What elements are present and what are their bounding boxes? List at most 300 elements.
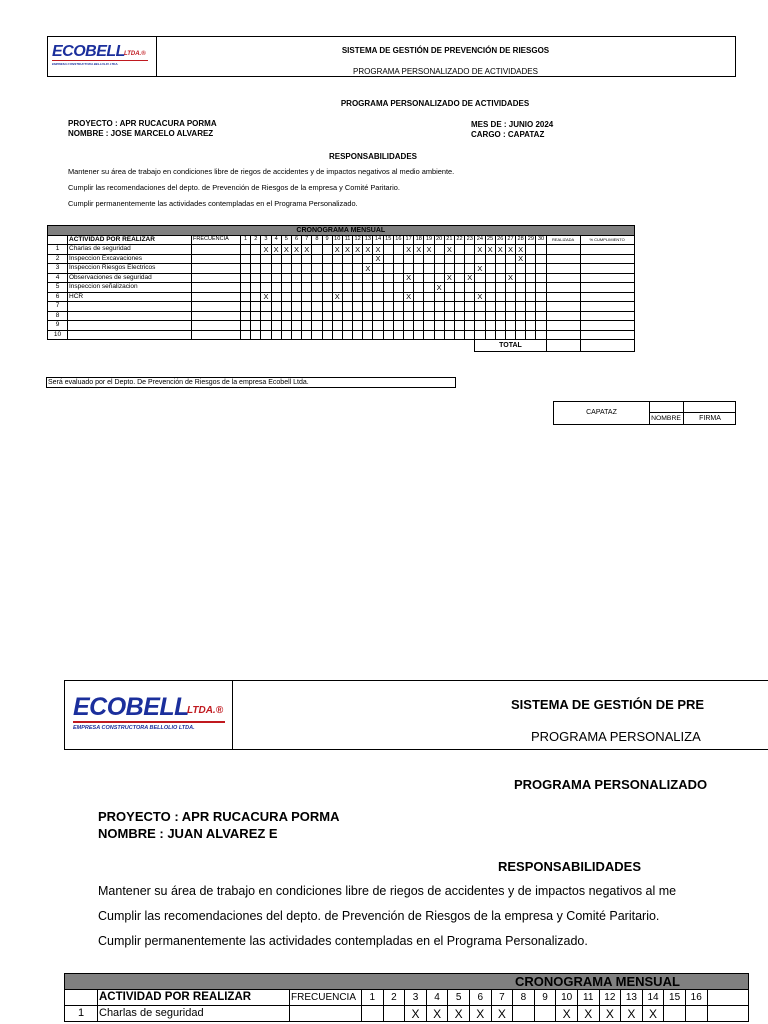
row-frequency: [192, 311, 241, 321]
day-cell: [526, 292, 536, 302]
header-day-2: 8: [513, 990, 535, 1006]
day-mark-2: X: [426, 1006, 448, 1022]
header-box-2: [64, 680, 768, 750]
day-cell: [302, 283, 312, 293]
row-frequency-2: [290, 1006, 362, 1022]
day-cell: [332, 330, 342, 340]
row-number: 3: [48, 264, 68, 274]
header-day: 14: [373, 235, 383, 245]
day-cell: [241, 330, 251, 340]
day-cell: [465, 292, 475, 302]
day-mark: X: [332, 245, 342, 255]
resp-line-2: Cumplir las recomendaciones del depto. de Prevención de Riesgos de la empresa y Comité Paritario.: [68, 183, 400, 192]
day-cell: [373, 273, 383, 283]
table-total-row: [48, 340, 635, 352]
total-spacer: [48, 340, 475, 352]
day-cell: [281, 264, 291, 274]
day-cell: [241, 302, 251, 312]
day-cell: [353, 254, 363, 264]
day-cell: [363, 330, 373, 340]
header-day-2: 10: [556, 990, 578, 1006]
day-cell: [322, 273, 332, 283]
day-cell: [363, 292, 373, 302]
day-cell: [485, 273, 495, 283]
day-cell: [281, 283, 291, 293]
day-cell: [353, 321, 363, 331]
day-mark: X: [495, 245, 505, 255]
day-cell: [342, 330, 352, 340]
table-title-2: [65, 974, 749, 990]
day-mark: X: [373, 245, 383, 255]
header-day: 20: [434, 235, 444, 245]
day-cell: [536, 321, 546, 331]
day-cell: [475, 321, 485, 331]
day-cell: [261, 330, 271, 340]
day-cell: [251, 283, 261, 293]
day-cell: [271, 321, 281, 331]
day-mark: X: [414, 245, 424, 255]
row-cumplimiento: [580, 330, 634, 340]
day-cell-2: [534, 1006, 556, 1022]
table-title-text-2: CRONOGRAMA MENSUAL: [515, 974, 680, 989]
row-number: 1: [48, 245, 68, 255]
day-mark: X: [505, 273, 515, 283]
day-cell: [281, 292, 291, 302]
day-cell: [526, 254, 536, 264]
header-day: 17: [404, 235, 414, 245]
day-cell: [241, 311, 251, 321]
day-cell: [505, 302, 515, 312]
logo-underline: [52, 60, 148, 61]
day-cell: [454, 264, 464, 274]
day-cell: [353, 273, 363, 283]
day-cell: [393, 254, 403, 264]
day-cell: [465, 254, 475, 264]
day-cell: [291, 330, 301, 340]
company-logo-2: [73, 693, 233, 739]
responsabilidades-title: RESPONSABILIDADES: [328, 152, 417, 161]
row-realizada: [546, 321, 580, 331]
header-activity-2: ACTIVIDAD POR REALIZAR: [98, 990, 290, 1006]
day-cell: [465, 302, 475, 312]
row-activity: HCR: [68, 292, 192, 302]
day-cell: [505, 311, 515, 321]
day-mark: X: [485, 245, 495, 255]
day-cell: [434, 264, 444, 274]
day-cell: [414, 273, 424, 283]
day-cell: [485, 321, 495, 331]
day-cell: [404, 254, 414, 264]
day-mark: X: [475, 245, 485, 255]
day-cell: [363, 273, 373, 283]
row-frequency: [192, 330, 241, 340]
day-cell: [261, 283, 271, 293]
table-header-row-2: [65, 990, 749, 1006]
cronograma-table-2: [64, 973, 749, 1022]
evaluado-text: Será evaluado por el Depto. De Prevención de Riesgos de la empresa Ecobell Ltda.: [48, 379, 309, 386]
header-day-2: 14: [642, 990, 664, 1006]
row-realizada: [546, 292, 580, 302]
row-activity: Observaciones de seguridad: [68, 273, 192, 283]
day-mark: X: [271, 245, 281, 255]
day-cell: [404, 283, 414, 293]
day-cell: [383, 292, 393, 302]
day-cell: [322, 330, 332, 340]
header-day-2: 15: [664, 990, 686, 1006]
day-cell: [312, 330, 322, 340]
row-activity: Charlas de seguridad: [68, 245, 192, 255]
nombre-label: NOMBRE : JOSE MARCELO ALVAREZ: [68, 129, 214, 138]
header-day: 25: [485, 235, 495, 245]
row-activity: Inspeccion señalizacion: [68, 283, 192, 293]
header-day: 19: [424, 235, 434, 245]
day-cell: [465, 245, 475, 255]
day-cell: [475, 283, 485, 293]
day-cell: [373, 283, 383, 293]
day-cell: [342, 321, 352, 331]
header-day: 5: [281, 235, 291, 245]
day-cell: [516, 302, 526, 312]
day-cell: [353, 302, 363, 312]
day-cell: [353, 330, 363, 340]
row-activity: [68, 330, 192, 340]
logo-cell: [48, 37, 157, 76]
day-cell: [332, 254, 342, 264]
logo-cell-2: [65, 681, 233, 749]
table-row: [48, 330, 635, 340]
day-cell: [251, 245, 261, 255]
day-cell: [404, 330, 414, 340]
header-day-2: 4: [426, 990, 448, 1006]
day-mark: X: [404, 245, 414, 255]
day-cell: [312, 302, 322, 312]
header-day: 4: [271, 235, 281, 245]
day-cell: [291, 292, 301, 302]
day-cell: [241, 321, 251, 331]
day-cell: [383, 264, 393, 274]
row-cumplimiento: [580, 311, 634, 321]
day-cell: [434, 311, 444, 321]
day-cell: [495, 283, 505, 293]
day-cell: [444, 283, 454, 293]
day-mark: X: [353, 245, 363, 255]
day-cell: [404, 264, 414, 274]
program-title: PROGRAMA PERSONALIZADO DE ACTIVIDADES: [340, 99, 530, 108]
day-cell: [383, 302, 393, 312]
proyecto-label-2: PROYECTO : APR RUCACURA PORMA: [98, 809, 340, 824]
day-cell: [526, 283, 536, 293]
day-cell: [516, 330, 526, 340]
day-cell: [241, 283, 251, 293]
day-cell: [414, 330, 424, 340]
row-frequency: [192, 245, 241, 255]
row-number: 5: [48, 283, 68, 293]
signature-box: [553, 401, 736, 425]
day-cell: [404, 321, 414, 331]
day-cell: [302, 321, 312, 331]
day-cell: [302, 273, 312, 283]
day-cell: [393, 245, 403, 255]
day-mark-2: X: [556, 1006, 578, 1022]
day-cell: [312, 292, 322, 302]
day-cell: [271, 254, 281, 264]
day-cell: [465, 283, 475, 293]
day-cell: [393, 283, 403, 293]
day-cell: [393, 311, 403, 321]
day-cell: [261, 321, 271, 331]
day-cell: [454, 273, 464, 283]
day-cell: [485, 254, 495, 264]
table-row: [48, 292, 635, 302]
row-number: 7: [48, 302, 68, 312]
row-cumplimiento: [580, 283, 634, 293]
day-mark: X: [444, 245, 454, 255]
day-cell: [526, 330, 536, 340]
day-cell: [241, 245, 251, 255]
day-cell: [251, 264, 261, 274]
day-cell: [363, 283, 373, 293]
day-cell: [536, 302, 546, 312]
day-cell: [281, 302, 291, 312]
header-day-2: 9: [534, 990, 556, 1006]
day-cell: [353, 311, 363, 321]
header-day: 18: [414, 235, 424, 245]
day-cell: [393, 292, 403, 302]
day-cell: [383, 283, 393, 293]
table-row: [48, 283, 635, 293]
day-cell: [383, 273, 393, 283]
day-cell: [332, 321, 342, 331]
row-number: 2: [48, 254, 68, 264]
day-cell: [322, 254, 332, 264]
day-cell: [516, 292, 526, 302]
day-cell: [424, 330, 434, 340]
row-frequency: [192, 254, 241, 264]
table-title-row: [48, 226, 635, 236]
row-number: 10: [48, 330, 68, 340]
day-cell: [373, 330, 383, 340]
logo-underline-2: [73, 721, 225, 723]
day-mark: X: [342, 245, 352, 255]
system-title-2: SISTEMA DE GESTIÓN DE PRE: [511, 697, 705, 712]
day-cell: [271, 292, 281, 302]
day-cell: [454, 283, 464, 293]
header-day: 1: [241, 235, 251, 245]
day-cell: [424, 311, 434, 321]
row-cumplimiento: [580, 245, 634, 255]
day-cell: [261, 264, 271, 274]
header-num-2: [65, 990, 98, 1006]
day-cell: [444, 254, 454, 264]
table-row: [48, 273, 635, 283]
day-mark-2: X: [621, 1006, 643, 1022]
day-cell: [322, 311, 332, 321]
day-mark: X: [291, 245, 301, 255]
day-cell-2: [362, 1006, 384, 1022]
header-day: 7: [302, 235, 312, 245]
day-cell: [424, 283, 434, 293]
cronograma-table: [47, 225, 635, 352]
total-cumplimiento: [580, 340, 634, 352]
day-cell: [454, 254, 464, 264]
day-cell: [312, 273, 322, 283]
day-cell: [291, 264, 301, 274]
day-cell: [251, 292, 261, 302]
header-day-2: 6: [469, 990, 491, 1006]
day-cell: [363, 311, 373, 321]
day-mark: X: [465, 273, 475, 283]
day-cell: [505, 283, 515, 293]
signature-role: CAPATAZ: [586, 409, 617, 416]
day-cell: [505, 321, 515, 331]
day-cell: [383, 254, 393, 264]
header-day: 12: [353, 235, 363, 245]
day-cell: [312, 311, 322, 321]
resp-line-2-1: Mantener su área de trabajo en condiciones libre de riegos de accidentes y de impactos negativos al me: [98, 884, 677, 898]
logo-name: ECOBELL: [52, 43, 125, 60]
header-day: 3: [261, 235, 271, 245]
header-box: [47, 36, 736, 77]
day-cell: [414, 311, 424, 321]
header-day-2: 2: [383, 990, 405, 1006]
day-cell: [454, 245, 464, 255]
day-cell: [434, 330, 444, 340]
day-cell: [434, 302, 444, 312]
day-cell: [516, 283, 526, 293]
day-cell: [495, 302, 505, 312]
day-cell-2: [513, 1006, 535, 1022]
day-cell: [414, 283, 424, 293]
cargo-label: CARGO : CAPATAZ: [471, 130, 545, 139]
day-cell: [291, 254, 301, 264]
header-day-2: 1: [362, 990, 384, 1006]
day-cell: [271, 283, 281, 293]
row-frequency: [192, 283, 241, 293]
day-cell: [322, 283, 332, 293]
row-realizada: [546, 302, 580, 312]
day-cell: [271, 264, 281, 274]
row-cumplimiento: [580, 292, 634, 302]
row-number-2: 1: [65, 1006, 98, 1022]
day-cell: [393, 273, 403, 283]
day-cell: [281, 254, 291, 264]
header-day: 29: [526, 235, 536, 245]
day-cell: [404, 311, 414, 321]
header-day: 10: [332, 235, 342, 245]
header-day-2: 11: [577, 990, 599, 1006]
day-cell: [261, 311, 271, 321]
table-title-row-2: [65, 974, 749, 990]
day-cell: [526, 311, 536, 321]
day-cell: [424, 254, 434, 264]
day-cell: [291, 302, 301, 312]
row-realizada: [546, 264, 580, 274]
day-cell: [291, 311, 301, 321]
program-title-2: PROGRAMA PERSONALIZADO: [514, 777, 708, 792]
day-cell: [373, 302, 383, 312]
header-frequency: FRECUENCIA: [192, 235, 241, 245]
day-cell: [302, 264, 312, 274]
table-row: [48, 321, 635, 331]
day-cell: [434, 292, 444, 302]
day-mark-2: X: [405, 1006, 427, 1022]
day-cell: [342, 264, 352, 274]
page-2: [0, 660, 768, 1024]
header-day: 24: [475, 235, 485, 245]
day-cell: [444, 321, 454, 331]
day-cell: [312, 283, 322, 293]
day-cell: [302, 302, 312, 312]
nombre-label-2: NOMBRE : JUAN ALVAREZ E: [98, 826, 278, 841]
header-day: 13: [363, 235, 373, 245]
day-cell: [475, 330, 485, 340]
day-mark-2: X: [469, 1006, 491, 1022]
day-cell: [475, 273, 485, 283]
day-cell: [454, 330, 464, 340]
header-realizada: REALIZADA: [546, 235, 580, 245]
day-cell: [444, 302, 454, 312]
day-mark: X: [444, 273, 454, 283]
day-cell: [322, 302, 332, 312]
table-row: [48, 302, 635, 312]
day-mark-2: X: [577, 1006, 599, 1022]
day-mark: X: [424, 245, 434, 255]
day-cell: [271, 302, 281, 312]
day-cell: [342, 292, 352, 302]
header-activity: ACTIVIDAD POR REALIZAR: [68, 235, 192, 245]
day-cell: [444, 330, 454, 340]
day-cell: [505, 330, 515, 340]
day-cell: [383, 321, 393, 331]
row-realizada: [546, 245, 580, 255]
row-realizada: [546, 254, 580, 264]
header-day: 9: [322, 235, 332, 245]
row-realizada: [546, 283, 580, 293]
logo-name-2: ECOBELL: [73, 693, 189, 721]
header-day: 6: [291, 235, 301, 245]
system-subtitle-2: PROGRAMA PERSONALIZA: [531, 729, 701, 744]
header-num: [48, 235, 68, 245]
header-day: 21: [444, 235, 454, 245]
day-mark: X: [434, 283, 444, 293]
day-cell: [332, 273, 342, 283]
day-cell: [454, 292, 464, 302]
day-cell: [363, 302, 373, 312]
header-day: 16: [393, 235, 403, 245]
day-cell: [465, 330, 475, 340]
day-cell: [332, 283, 342, 293]
row-realizada: [546, 273, 580, 283]
row-frequency: [192, 321, 241, 331]
day-cell: [505, 292, 515, 302]
day-cell: [332, 311, 342, 321]
day-cell: [271, 311, 281, 321]
row-number: 8: [48, 311, 68, 321]
day-cell: [454, 311, 464, 321]
day-cell: [495, 330, 505, 340]
day-cell: [373, 311, 383, 321]
day-mark: X: [281, 245, 291, 255]
day-mark-2: X: [599, 1006, 621, 1022]
system-subtitle: PROGRAMA PERSONALIZADO DE ACTIVIDADES: [353, 67, 538, 76]
row-frequency: [192, 264, 241, 274]
row-activity: [68, 302, 192, 312]
day-cell: [291, 273, 301, 283]
mes-label: MES DE : JUNIO 2024: [471, 120, 554, 129]
row-number: 4: [48, 273, 68, 283]
day-cell: [424, 302, 434, 312]
day-cell: [465, 264, 475, 274]
